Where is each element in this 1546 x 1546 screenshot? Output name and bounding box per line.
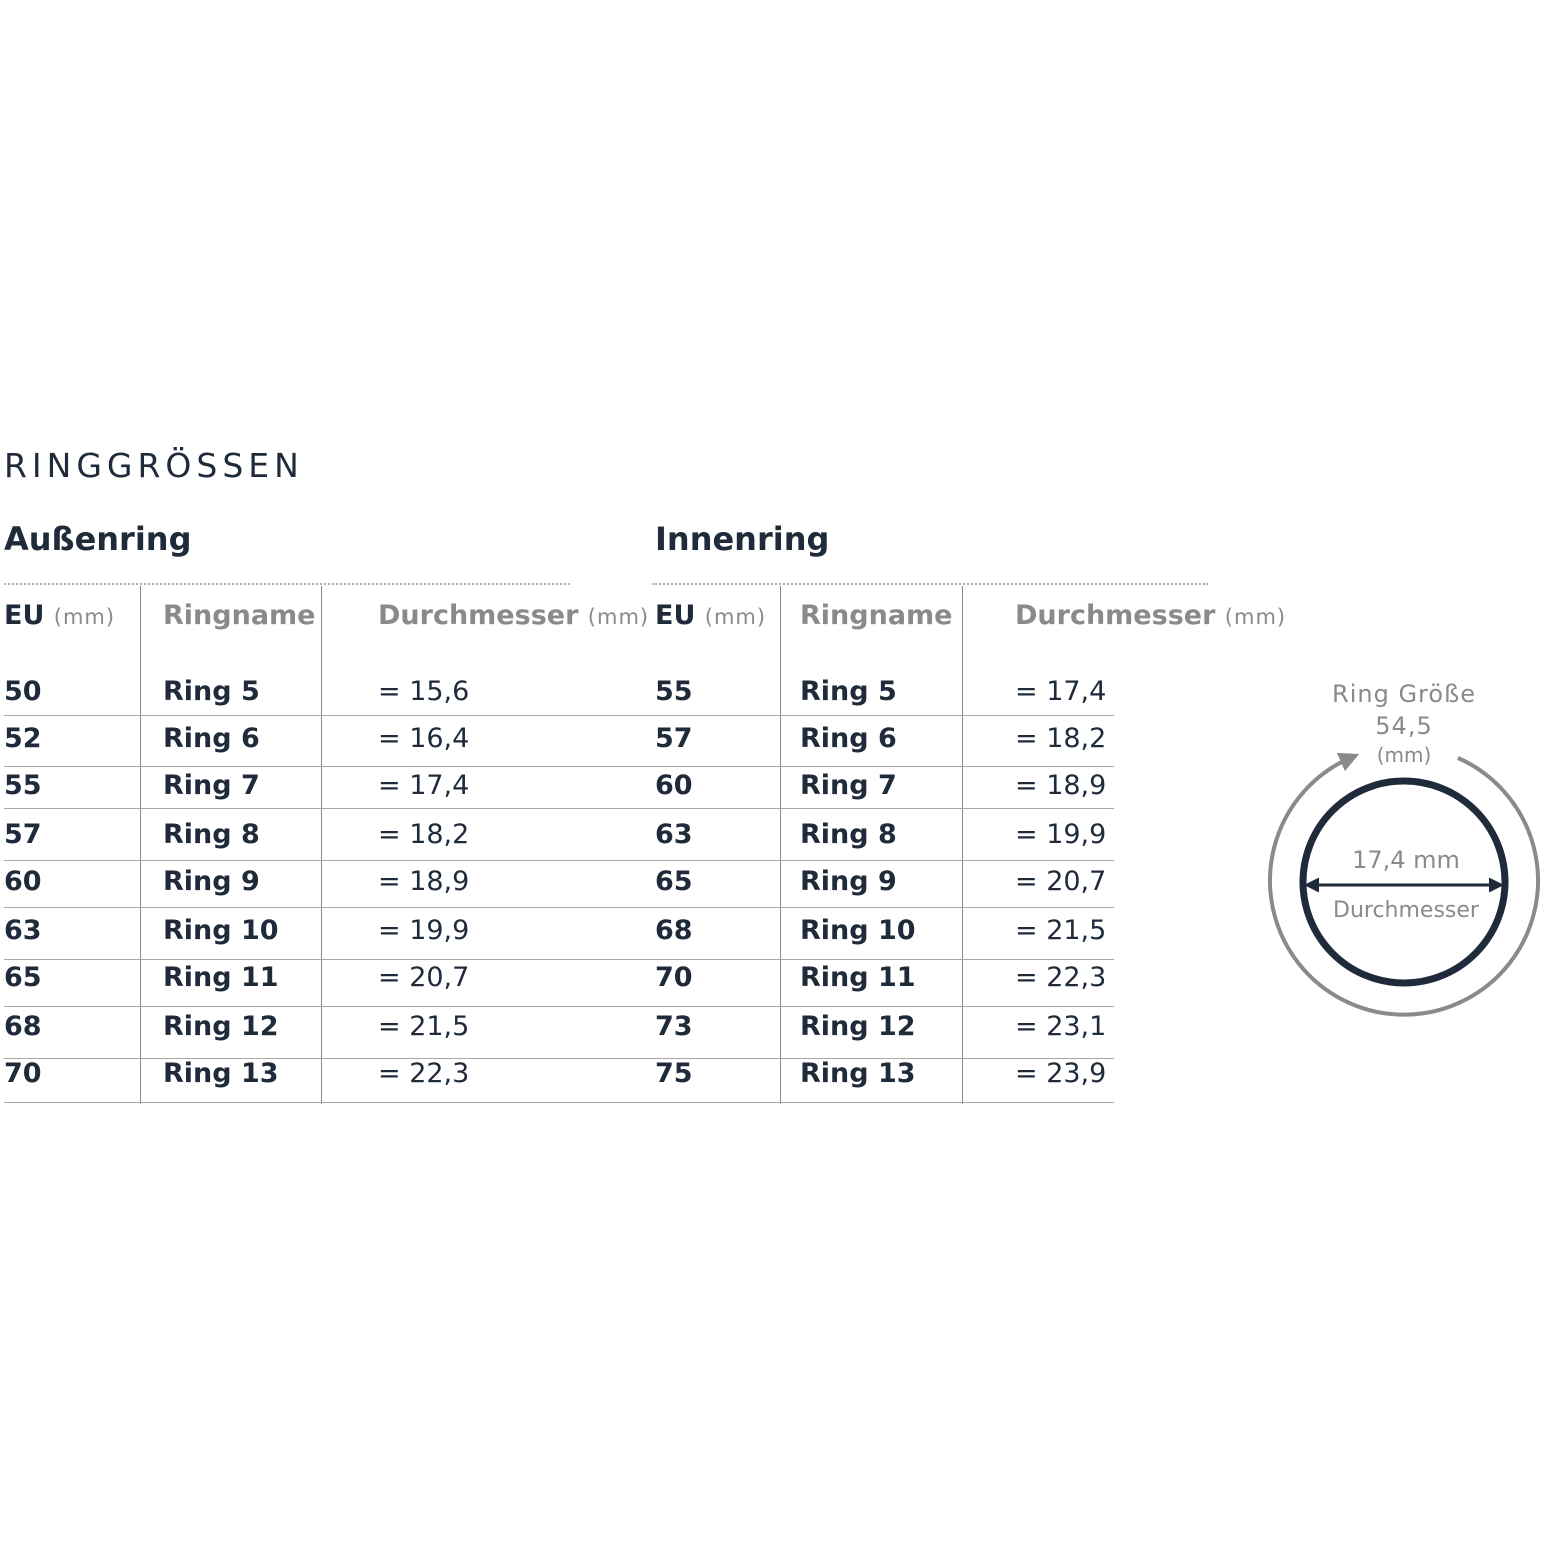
row-divider xyxy=(4,959,1114,960)
outer-row-diameter: = 16,4 xyxy=(378,723,470,754)
inner-header-ringname: Ringname xyxy=(800,600,953,631)
row-divider xyxy=(4,907,1114,908)
inner-row-name: Ring 10 xyxy=(800,915,916,946)
outer-col-divider-1 xyxy=(140,586,141,1104)
outer-row-eu: 68 xyxy=(4,1011,42,1042)
outer-row-eu: 57 xyxy=(4,819,42,850)
inner-col-divider-1 xyxy=(780,586,781,1104)
inner-header-diameter-unit: (mm) xyxy=(1224,605,1287,629)
row-divider xyxy=(4,766,1114,767)
row-divider xyxy=(4,860,1114,861)
outer-row-diameter: = 18,9 xyxy=(378,866,470,897)
outer-row-eu: 70 xyxy=(4,1058,42,1089)
inner-dotted-divider xyxy=(652,583,1208,585)
outer-row-diameter: = 17,4 xyxy=(378,770,470,801)
ring-size-value: 54,5 xyxy=(1375,712,1433,740)
inner-row-diameter: = 20,7 xyxy=(1015,866,1107,897)
inner-row-name: Ring 8 xyxy=(800,819,897,850)
inner-row-eu: 68 xyxy=(655,915,693,946)
outer-row-eu: 50 xyxy=(4,676,42,707)
inner-row-eu: 63 xyxy=(655,819,693,850)
outer-row-name: Ring 12 xyxy=(163,1011,279,1042)
outer-row-diameter: = 15,6 xyxy=(378,676,470,707)
outer-heading: Außenring xyxy=(4,520,192,558)
row-divider xyxy=(4,1006,1114,1007)
diameter-value: 17,4 mm xyxy=(1352,846,1460,874)
inner-row-eu: 65 xyxy=(655,866,693,897)
inner-row-diameter: = 19,9 xyxy=(1015,819,1107,850)
inner-row-eu: 57 xyxy=(655,723,693,754)
inner-row-diameter: = 18,9 xyxy=(1015,770,1107,801)
outer-row-eu: 65 xyxy=(4,962,42,993)
outer-row-eu: 52 xyxy=(4,723,42,754)
outer-row-name: Ring 7 xyxy=(163,770,260,801)
outer-header-eu-label: EU xyxy=(4,600,45,631)
outer-row-diameter: = 21,5 xyxy=(378,1011,470,1042)
inner-header-diameter xyxy=(1015,600,1286,631)
outer-row-eu: 63 xyxy=(4,915,42,946)
outer-row-diameter: = 19,9 xyxy=(378,915,470,946)
inner-row-name: Ring 5 xyxy=(800,676,897,707)
outer-row-diameter: = 20,7 xyxy=(378,962,470,993)
inner-row-diameter: = 18,2 xyxy=(1015,723,1107,754)
outer-row-eu: 55 xyxy=(4,770,42,801)
inner-row-diameter: = 23,1 xyxy=(1015,1011,1107,1042)
inner-row-eu: 70 xyxy=(655,962,693,993)
outer-row-name: Ring 5 xyxy=(163,676,260,707)
inner-header-eu xyxy=(655,600,766,631)
inner-row-name: Ring 6 xyxy=(800,723,897,754)
outer-dotted-divider xyxy=(4,583,570,585)
inner-row-name: Ring 11 xyxy=(800,962,916,993)
inner-row-eu: 75 xyxy=(655,1058,693,1089)
outer-row-name: Ring 6 xyxy=(163,723,260,754)
inner-header-eu-label: EU xyxy=(655,600,696,631)
inner-row-name: Ring 13 xyxy=(800,1058,916,1089)
inner-row-eu: 73 xyxy=(655,1011,693,1042)
outer-header-diameter-label: Durchmesser xyxy=(378,600,579,631)
inner-row-name: Ring 9 xyxy=(800,866,897,897)
outer-row-diameter: = 18,2 xyxy=(378,819,470,850)
ring-size-unit: (mm) xyxy=(1376,743,1432,767)
inner-row-diameter: = 22,3 xyxy=(1015,962,1107,993)
inner-col-divider-2 xyxy=(962,586,963,1104)
outer-header-eu xyxy=(4,600,115,631)
inner-row-name: Ring 12 xyxy=(800,1011,916,1042)
inner-row-name: Ring 7 xyxy=(800,770,897,801)
outer-col-divider-2 xyxy=(321,586,322,1104)
row-divider xyxy=(4,1102,1114,1103)
page-title: RINGGRÖSSEN xyxy=(4,446,304,485)
outer-header-diameter-unit: (mm) xyxy=(587,605,650,629)
outer-header-diameter xyxy=(378,600,649,631)
outer-row-name: Ring 13 xyxy=(163,1058,279,1089)
inner-row-eu: 60 xyxy=(655,770,693,801)
outer-header-ringname: Ringname xyxy=(163,600,316,631)
ring-size-diagram xyxy=(1255,670,1545,1030)
row-divider xyxy=(4,715,1114,716)
row-divider xyxy=(4,808,1114,809)
inner-row-eu: 55 xyxy=(655,676,693,707)
outer-row-name: Ring 8 xyxy=(163,819,260,850)
outer-row-name: Ring 11 xyxy=(163,962,279,993)
outer-row-name: Ring 9 xyxy=(163,866,260,897)
inner-ring-circle xyxy=(1303,781,1505,983)
inner-heading: Innenring xyxy=(655,520,830,558)
diameter-label: Durchmesser xyxy=(1333,898,1479,923)
outer-header-eu-unit: (mm) xyxy=(53,605,116,629)
outer-row-name: Ring 10 xyxy=(163,915,279,946)
inner-row-diameter: = 21,5 xyxy=(1015,915,1107,946)
inner-row-diameter: = 17,4 xyxy=(1015,676,1107,707)
ring-size-label: Ring Größe xyxy=(1332,680,1476,708)
outer-row-diameter: = 22,3 xyxy=(378,1058,470,1089)
inner-row-diameter: = 23,9 xyxy=(1015,1058,1107,1089)
inner-header-eu-unit: (mm) xyxy=(704,605,767,629)
outer-row-eu: 60 xyxy=(4,866,42,897)
inner-header-diameter-label: Durchmesser xyxy=(1015,600,1216,631)
